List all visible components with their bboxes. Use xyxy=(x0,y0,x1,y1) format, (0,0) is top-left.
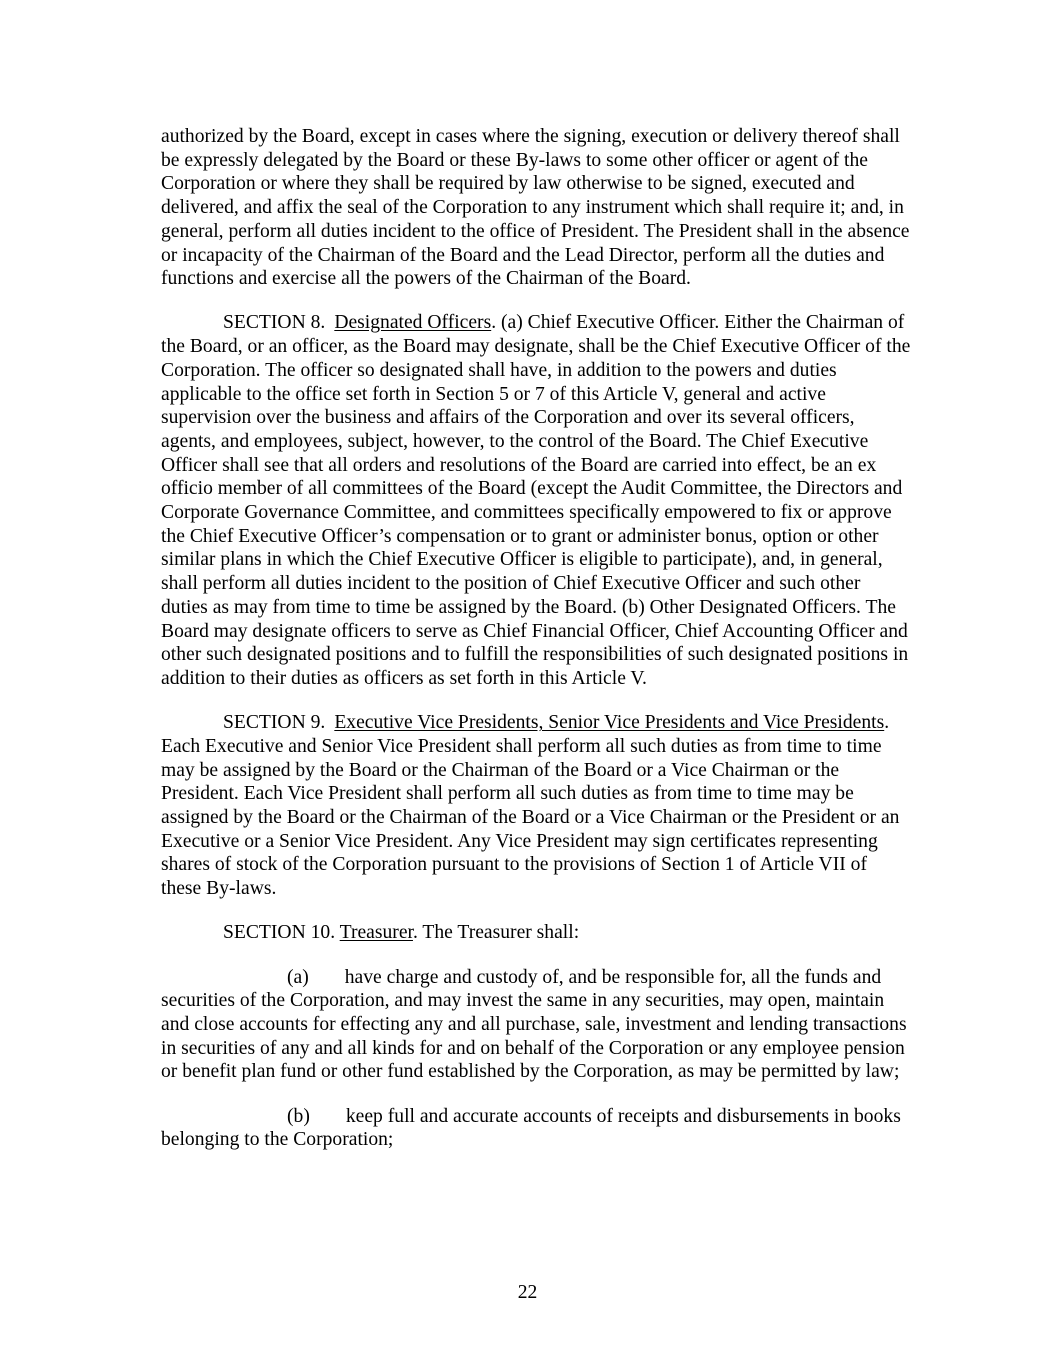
section-10-body: . The Treasurer shall: xyxy=(412,922,580,944)
section-9-number: SECTION 9. xyxy=(223,712,326,734)
list-item-text: keep full and accurate accounts of receipts and disbursements in books belonging to the Corporation; xyxy=(161,1105,901,1151)
list-item-label: (b) xyxy=(287,1105,310,1127)
section-9-title: Executive Vice Presidents, Senior Vice Presidents and Vice Presidents xyxy=(334,712,885,734)
section-10-title: Treasurer xyxy=(339,922,413,944)
section-9-body: . Each Executive and Senior Vice President shall perform all such duties as from time to time may be assigned by the Board or the Chairman of the Board or a Vice Chairman or the President. Each Vice President shall perform all such duties as from time to time may be assigned by the Board or the Chairman of the Board or a Vice Chairman or the President or an Executive or a Senior Vice President. Any Vice President may sign certificates representing shares of stock of the Corporation pursuant to the provisions of Section 1 of Article VII of these By-laws. xyxy=(161,712,900,900)
section-9-paragraph xyxy=(161,711,911,901)
document-page xyxy=(161,125,911,1172)
section-10-number: SECTION 10. xyxy=(223,922,336,944)
continuation-paragraph: authorized by the Board, except in cases where the signing, execution or delivery thereof shall be expressly delegated by the Board or these By-laws to some other officer or agent of the Corporation or where they shall be required by law otherwise to be signed, executed and delivered, and affix the seal of the Corporation to any instrument which shall require it; and, in general, perform all duties incident to the office of President. The President shall in the absence or incapacity of the Chairman of the Board and the Lead Director, perform all the duties and functions and exercise all the powers of the Chairman of the Board. xyxy=(161,126,910,290)
section-10-paragraph xyxy=(161,921,911,945)
list-item xyxy=(161,1105,911,1152)
list-item-label: (a) xyxy=(287,966,309,988)
page-number: 22 xyxy=(517,1282,538,1303)
section-8-paragraph xyxy=(161,311,911,690)
section-8-body: . (a) Chief Executive Officer. Either the Chairman of the Board, or an officer, as the Board may designate, shall be the Chief Executive Officer of the Corporation. The officer so designated shall have, in addition to the powers and duties applicable to the office set forth in Section 5 or 7 of this Article V, general and active supervision over the business and affairs of the Corporation and over its several officers, agents, and employees, subject, however, to the control of the Board. The Chief Executive Officer shall see that all orders and resolutions of the Board are carried into effect, be an ex officio member of all committees of the Board (except the Audit Committee, the Directors and Corporate Governance Committee, and committees specifically empowered to fix or approve the Chief Executive Officer’s compensation or to grant or administer bonus, option or other similar plans in which the Chief Executive Officer is eligible to participate), and, in general, shall perform all duties incident to the position of Chief Executive Officer and such other duties as may from time to time be assigned by the Board. (b) Other Designated Officers. The Board may designate officers to serve as Chief Financial Officer, Chief Accounting Officer and other such designated positions and to fulfill the responsibilities of such designated positions in addition to their duties as officers as set forth in this Article V. xyxy=(161,312,911,689)
list-item-text: have charge and custody of, and be responsible for, all the funds and securities of the Corporation, and may invest the same in any securities, may open, maintain and close accounts for effecting any and all purchase, sale, investment and lending transactions in securities of any and all kinds for and on behalf of the Corporation or any employee pension or benefit plan fund or other fund established by the Corporation, as may be permitted by law; xyxy=(161,966,907,1083)
section-8-title: Designated Officers xyxy=(334,312,492,334)
list-item xyxy=(161,966,911,1085)
section-8-number: SECTION 8. xyxy=(223,312,326,334)
